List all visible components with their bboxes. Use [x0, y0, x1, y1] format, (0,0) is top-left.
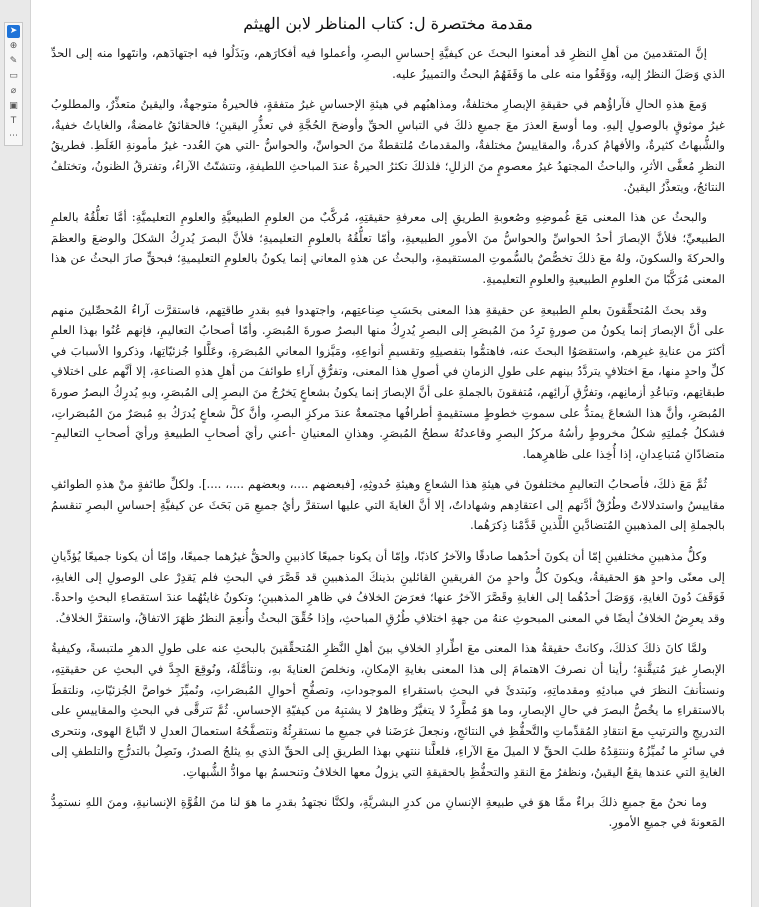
zoom-icon[interactable]: ⊕ — [9, 41, 18, 51]
pointer-icon[interactable]: ➤ — [7, 25, 20, 38]
pen-icon[interactable]: ✎ — [9, 56, 18, 66]
highlight-icon[interactable]: ▭ — [9, 71, 18, 81]
paragraph-1: إنَّ المتقدمينَ من أهلِ النظرِ قد أمعنوا البحثَ عن كيفيَّةِ إحساسِ البصرِ، وأعملوا فيه أفكارَهم، وبَذَلُوا فيه اجتهادَهم، وانتَهوا منه إلى الحدِّ الذي وَصَلَ النظرُ إليه، ووَقَفُوا منه على ما وَقَفَهُمُ البحثُ والتمييزُ عليه. — [51, 46, 725, 81]
paragraph-4: وقد بحثَ المُتحقِّقونَ بعلمِ الطبيعةِ عن حقيقةِ هذا المعنى بحَسَبِ صِناعتِهم، واجتهدوا فيهِ بقدرِ طاقتِهم، فاستقرَّت آراءُ المُحصِّلينَ منهم على أنَّ الإبصارَ إنما يكونُ من صورةٍ تَرِدُ منَ المُبصَرِ إلى البصرِ يُدرِكُ منها البصرُ صورةَ المُبصَرِ. وأمّا أصحابُ التعاليمِ، فإنهم عُنُوا بهذا العلمِ أكثرَ من عنايةِ غيرِهم، واستقصَوُا البحثَ عنه، فاهتمُّوا بتفصيلِهِ وتقسيمِ أنواعِهِ، ومَيَّزوا المعاني المُبصَرةِ، وعَلَّلوا جُزئيّاتِها، وذكروا الأسبابَ في كلِّ واحدٍ منها، معَ اختلافٍ يتردَّدُ بينهم على طولِ الزمانِ في أصولِ هذا المعنى، وتفرُّقِ آراءِ طوائفَ من أهلِ هذهِ الصناعةِ، إلا أنَّهم على اختلافِ طبقاتِهم، وتباعُدِ أزمانِهم، وتفرُّقِ آرائِهم، مُتفقونَ بالجملةِ على أنَّ الإبصارَ إنما يكونُ بشعاعٍ يَخرُجُ منَ البصرِ إلى المُبصَرِ، وبهِ يُدرِكُ البصرُ صورةَ المُبصَرِ، وأنَّ هذا الشعاعَ يمتدُّ على سموتِ خطوطٍ مستقيمةٍ أطرافُها مجتمعةٌ عندَ مركزِ البصرِ، وأنَّ كلَّ شعاعٍ يُدرَكُ بهِ مُبصَرٌ منَ المُبصَراتِ، فشكلُ جُملتِهِ شكلُ مخروطٍ رأسُهُ مركزُ البصرِ وقاعدتُهُ سطحُ المُبصَرِ. وهذانِ المعنيانِ -أعني رأيَ أصحابِ الطبيعةِ ورأيَ أصحابِ التعاليمِ- متضادّانِ مُتباعِدانِ، إذا أُخِذا على ظاهرِهما. — [51, 302, 725, 461]
paragraph-7: ولمَّا كانَ ذلكَ كذلكَ، وكانتْ حقيقةُ هذا المعنى معَ اطِّرادِ الخلافِ بينَ أهلِ النَّظرِ المُتحقِّقينَ بالبحثِ عنه على طولِ الدهرِ ملتبسةً، وكيفيةُ الإبصارِ غيرَ مُتيقَّنةٍ؛ رأينا أن نصرفَ الاهتمامَ إلى هذا المعنى بغايةِ الإمكانِ، ونخلصَ العنايةَ بهِ، ونتأمَّلَهُ، ونُوقِعَ الجِدَّ في البحثِ عن حقيقتِهِ، ونستأنفَ النظرَ في مبادئِهِ ومقدماتِهِ، ونَبتدئَ في البحثِ باستقراءِ الموجوداتِ، وتصفُّحِ أحوالِ المُبصَراتِ، ونُميِّزَ خواصَّ الجُزئيّاتِ، ونلتقطَ بالاستقراءِ ما يخُصُّ البصرَ في حالِ الإبصارِ، وما هوَ مُطَّرِدٌ لا يتغيَّرُ وظاهرٌ لا يشتبِهُ من كيفيّةِ الإحساسِ. ثُمَّ نَترقَّى في البحثِ والمقاييسِ على التدريجِ والترتيبِ معَ انتقادِ المُقدِّماتِ والتَّحفُّظِ في النتائجِ، ونجعلَ غرَضَنا في جميعِ ما نستقرِئُهُ ونتصفَّحُهُ استعمالَ العدلِ لا اتِّباعَ الهوى، ونتحرى في سائرِ ما نُميِّزُهُ وننتقِدُهُ طلبَ الحقِّ لا الميلَ معَ الآراءِ، فلعلَّنا ننتهي بهذا الطريقِ إلى الحقِّ الذي بهِ يثلجُ الصدرُ، ونَصِلُ بالتدرُّجِ والتلطفِ إلى الغايةِ التي عندها يقعُ اليقينُ، ونظفرُ معَ النقدِ والتحفُّظِ بالحقيقةِ التي يزولُ معها الخلافُ وتنحسمُ بها موادُّ الشُّبهاتِ. — [51, 641, 725, 779]
annotation-toolbar — [4, 22, 23, 146]
paragraph-2: وَمعَ هذهِ الحالِ فآراؤُهم في حقيقةِ الإبصارِ مختلفةٌ، ومذاهبُهم في هيئةِ الإحساسِ غيرُ متفقةٍ، فالحيرةُ متوجهةٌ، واليقينُ متعذِّرٌ، والمطلوبُ غيرُ موثوقٍ بالوصولِ إليهِ. وما أوسعَ العذرَ معَ جميعِ ذلكَ في التباسِ الحقِّ وأوضحَ الحُجَّةِ في تعذُّرِ اليقينِ؛ فالحقائقُ غامضةٌ، والغاياتُ خفيةٌ، والشُّبهاتُ كثيرةٌ، والأفهامُ كدرةٌ، والمقاييسُ مختلفةٌ، والمقدماتُ مُلتقطةٌ منَ الحواسِّ، والحواسُّ -التي هيَ العُدد- غيرُ مأمونةِ الغَلَطِ. فطريقُ النظرِ مُعفَّى الأثرِ، والباحثُ المجتهدُ غيرُ معصومٍ منَ الزللِ؛ فلذلكَ تكثرُ الحيرةُ عندَ المباحثِ اللطيفةِ، وتتشتّتُ الآراءُ، وتفترقُ الظنونُ، وتختلفُ النتائجُ، ويتعذَّرُ اليقينُ. — [51, 97, 725, 194]
eraser-icon[interactable]: ⌀ — [10, 86, 17, 96]
paragraph-3: والبحثُ عن هذا المعنى مَعَ غُموضِهِ وصُعوبةِ الطريقِ إلى معرفةِ حقيقتِهِ، مُركَّبٌ من العلومِ الطبيعيَّةِ والعلومِ التعليميَّةِ: أمَّا تعلُّقُهُ بالعلمِ الطبيعيِّ؛ فلأنَّ الإبصارَ أحدُ الحواسِّ والحواسُّ منَ الأمورِ الطبيعيةِ، وأمّا تعلُّقُهُ بالعلومِ التعليميةِ؛ فلأنَّ البصرَ يُدرِكُ الشكلَ والوضعَ والعظمَ والحركةَ والسكونَ، ولهُ معَ ذلكَ تخصُّصٌ بالسُّموتِ المستقيمةِ، والبحثُ عن هذهِ المعاني إنما يكونُ بالعلومِ التعليميةِ؛ فبحقٍّ صارَ البحثُ عن هذا المعنى مُرَكَّبًا منَ العلومِ الطبيعيةِ والعلومِ التعليميةِ. — [51, 210, 725, 286]
document-page — [30, 0, 752, 907]
more-icon[interactable]: ⋯ — [9, 131, 18, 141]
image-icon[interactable]: ▣ — [9, 101, 18, 111]
document-title: مقدمة مختصرة ل: كتاب المناظر لابن الهيثم — [243, 14, 533, 33]
paragraph-8: وما نحنُ معَ جميعِ ذلكَ براءٌ ممَّا هوَ في طبيعةِ الإنسانِ من كدرِ البشريَّةِ، ولكنَّا نجتهدُ بقدرِ ما هوَ لنا منَ القُوَّةِ الإنسانيةِ، ومنَ اللهِ نستمِدُّ المَعونةَ في جميعِ الأمورِ. — [51, 794, 725, 830]
text-icon[interactable]: T — [10, 116, 17, 126]
paragraph-5: ثُمَّ مَعَ ذلكَ، فأصحابُ التعاليمِ مختلفونَ في هيئةِ هذا الشعاعِ وهيئةِ حُدوثِهِ، [فبعضهم ....، وبعضهم ....، ....]. ولكلِّ طائفةٍ منْ هذهِ الطوائفِ مقاييسُ واستدلالاتٌ وطُرُقٌ أدَّتهم إلى اعتقادِهم وشهاداتٌ، إلا أنَّ الغايةَ التي عليها استقرَّ رأيُ جميعِ مَن بَحَثَ عن كيفيَّةِ إحساسِ البصرِ تنقسمُ بالجملةِ إلى المذهبينِ المُتضادَّينِ اللَّذينِ قَدَّمْنا ذِكرَهُما. — [51, 477, 725, 533]
paragraph-6: وكلُّ مذهبينِ مختلفينِ إمّا أن يكونَ أحدُهما صادقًا والآخرُ كاذبًا، وإمّا أن يكونا جميعًا كاذبينِ والحقُّ غيرُهما جميعًا، وإمّا أن يكونا جميعًا يُؤدِّيانِ إلى معنًى واحدٍ هوَ الحقيقةُ، ويكونَ كلُّ واحدٍ منَ الفريقينِ القائلينِ بذينكَ المذهبينِ قد قَصَّرَ في البحثِ فلم يَقدِرْ على الوصولِ إلى الغايةِ، فَوَقَفَ دُونَ الغايةِ، وَوَصَلَ أحدُهُما إلى الغايةِ وقَصَّرَ الآخرُ عنها؛ فعرَضَ الخلافُ في ظاهرِ المذهبينِ؛ وتكونُ غايتُهُما عندَ استقصاءِ البحثِ واحدةً. وقد يعرِضُ الخلافُ أيضًا في المعنى المبحوثِ عنهُ من جهةِ اختلافِ طُرُقِ المباحثِ، وإذا حُقِّقَ البحثُ وأُنعِمَ النظرُ ظهَرَ الاتفاقُ، واستقرَّ الخلافُ. — [51, 549, 725, 625]
